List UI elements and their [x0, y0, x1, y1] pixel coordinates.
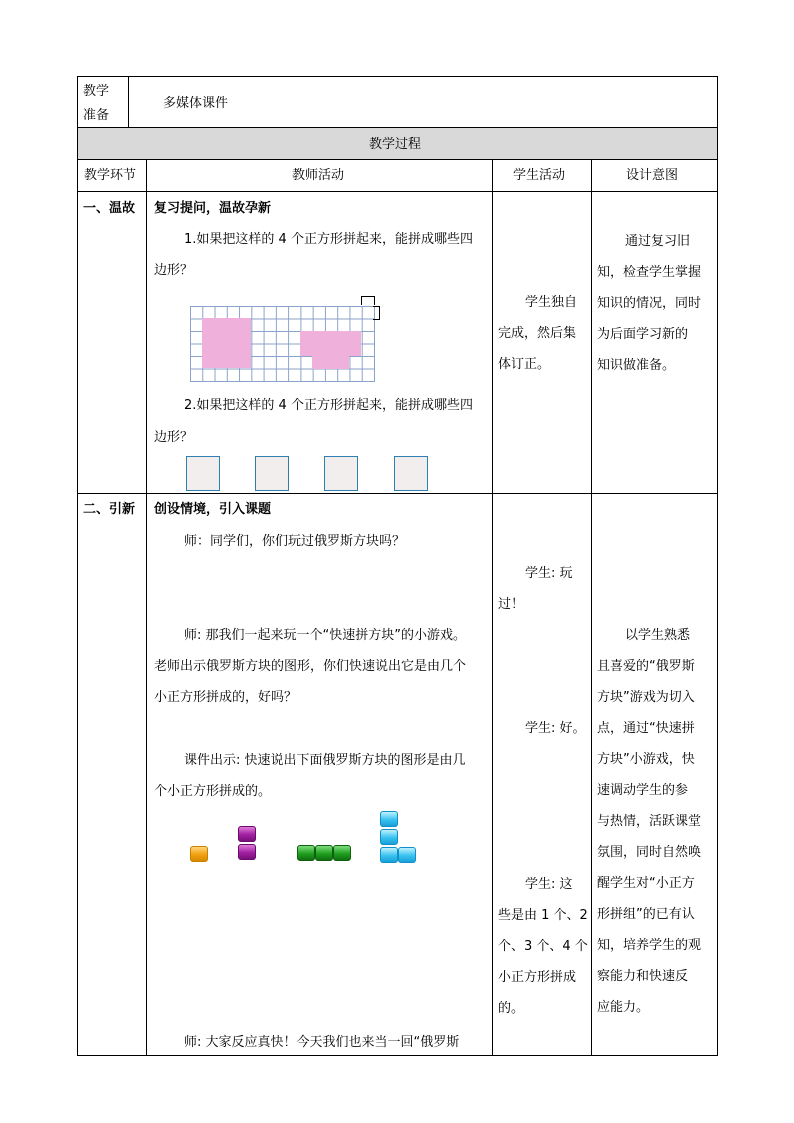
tetris-block-three	[297, 845, 315, 861]
section2-teacher-text: 师: 那我们一起来玩一个“快速拼方块”的小游戏。	[184, 628, 466, 643]
section2-student: 小正方形拼成	[498, 970, 577, 985]
unit-size-marker	[373, 306, 380, 320]
section2-student: 些是由 1 个、2	[498, 908, 588, 923]
section1-student: 体订正。	[498, 357, 551, 372]
header-design: 设计意图	[626, 168, 679, 183]
section1-design: 为后面学习新的	[597, 327, 689, 342]
section1-student: 完成，然后集	[498, 326, 577, 341]
header-teacher: 教师活动	[292, 168, 345, 183]
section1-design: 通过复习旧	[625, 234, 691, 249]
section2-design: 形拼组”的已有认	[597, 907, 695, 922]
tetris-block-three	[333, 845, 351, 861]
prep-value: 多媒体课件	[163, 96, 229, 111]
section2-teacher-text: 课件出示: 快速说出下面俄罗斯方块的图形是由几	[184, 753, 466, 768]
tetris-block-two	[238, 844, 256, 860]
section2-heading: 创设情境，引入课题	[154, 502, 272, 517]
section2-design: 点，通过“快速拼	[597, 721, 695, 736]
section2-design: 与热情，活跃课堂	[597, 814, 702, 829]
square-tile	[255, 456, 289, 491]
tetris-block-four	[380, 811, 398, 827]
pink-square-shape	[202, 318, 251, 368]
table-column-rule	[591, 159, 592, 1056]
table-rule	[77, 127, 718, 128]
tetris-block-single	[190, 846, 208, 862]
section2-teacher-text: 师：同学们，你们玩过俄罗斯方块吗？	[184, 534, 406, 549]
section2-design: 应能力。	[597, 1000, 650, 1015]
section1-design: 知识的情况，同时	[597, 296, 702, 311]
section2-teacher-text: 老师出示俄罗斯方块的图形，你们快速说出它是由几个	[154, 659, 467, 674]
section2-student: 过！	[498, 597, 525, 612]
section2-student: 学生: 这	[525, 877, 573, 892]
table-border-bottom	[77, 1055, 718, 1056]
section2-student: 学生: 好。	[525, 721, 586, 736]
section2-student: 学生: 玩	[525, 566, 573, 581]
table-rule	[77, 191, 718, 192]
table-rule	[77, 159, 718, 160]
pink-composite-shape-bottom	[312, 356, 349, 369]
section2-stage: 二、引新	[83, 502, 136, 517]
table-column-rule	[492, 159, 493, 1056]
section1-question1: 1.如果把这样的 4 个正方形拼起来，能拼成哪些四	[184, 232, 473, 247]
tetris-block-four	[398, 847, 416, 863]
table-border-left	[77, 76, 78, 1056]
section1-question2: 2.如果把这样的 4 个正方形拼起来，能拼成哪些四	[184, 398, 473, 413]
process-title: 教学过程	[369, 137, 422, 152]
tetris-block-four	[380, 847, 398, 863]
unit-size-marker	[361, 296, 375, 305]
header-stage: 教学环节	[84, 168, 137, 183]
square-tile	[394, 456, 428, 491]
section2-design: 速调动学生的参	[597, 783, 689, 798]
section2-design: 氛围，同时自然唤	[597, 845, 702, 860]
section2-teacher-text: 小正方形拼成的，好吗？	[154, 690, 298, 705]
table-column-rule	[128, 76, 129, 128]
section1-question1: 边形？	[154, 263, 194, 278]
tetris-block-four	[380, 829, 398, 845]
section2-design: 且喜爱的“俄罗斯	[597, 659, 695, 674]
section1-heading: 复习提问，温故孕新	[154, 201, 272, 216]
section1-stage: 一、温故	[83, 201, 136, 216]
header-student: 学生活动	[513, 168, 566, 183]
square-grid-figure	[190, 306, 375, 382]
section2-teacher-text: 师: 大家反应真快！今天我们也来当一回“俄罗斯	[184, 1035, 460, 1050]
section1-question2: 边形？	[154, 430, 194, 445]
section2-design: 方块”游戏为切入	[597, 690, 695, 705]
section2-teacher-text: 个小正方形拼成的。	[154, 784, 272, 799]
tetris-block-three	[315, 845, 333, 861]
table-rule	[77, 493, 718, 494]
section2-student: 的。	[498, 1001, 525, 1016]
section2-design: 以学生熟悉	[625, 628, 691, 643]
prep-label: 教学	[83, 84, 110, 99]
section1-student: 学生独自	[525, 295, 578, 310]
pink-composite-shape-top	[300, 331, 361, 356]
tetris-block-two	[238, 826, 256, 842]
section2-design: 方块”小游戏，快	[597, 752, 695, 767]
table-column-rule	[146, 159, 147, 1056]
square-tile	[186, 456, 220, 491]
section1-design: 知识做准备。	[597, 358, 676, 373]
section2-design: 知，培养学生的观	[597, 938, 702, 953]
section2-design: 醒学生对“小正方	[597, 876, 695, 891]
section1-design: 知，检查学生掌握	[597, 265, 702, 280]
section2-design: 察能力和快速反	[597, 969, 689, 984]
table-border-right	[717, 76, 718, 1056]
section2-student: 个、3 个、4 个	[498, 939, 588, 954]
square-tile	[324, 456, 358, 491]
prep-label: 准备	[83, 108, 110, 123]
table-border-top	[77, 76, 718, 77]
